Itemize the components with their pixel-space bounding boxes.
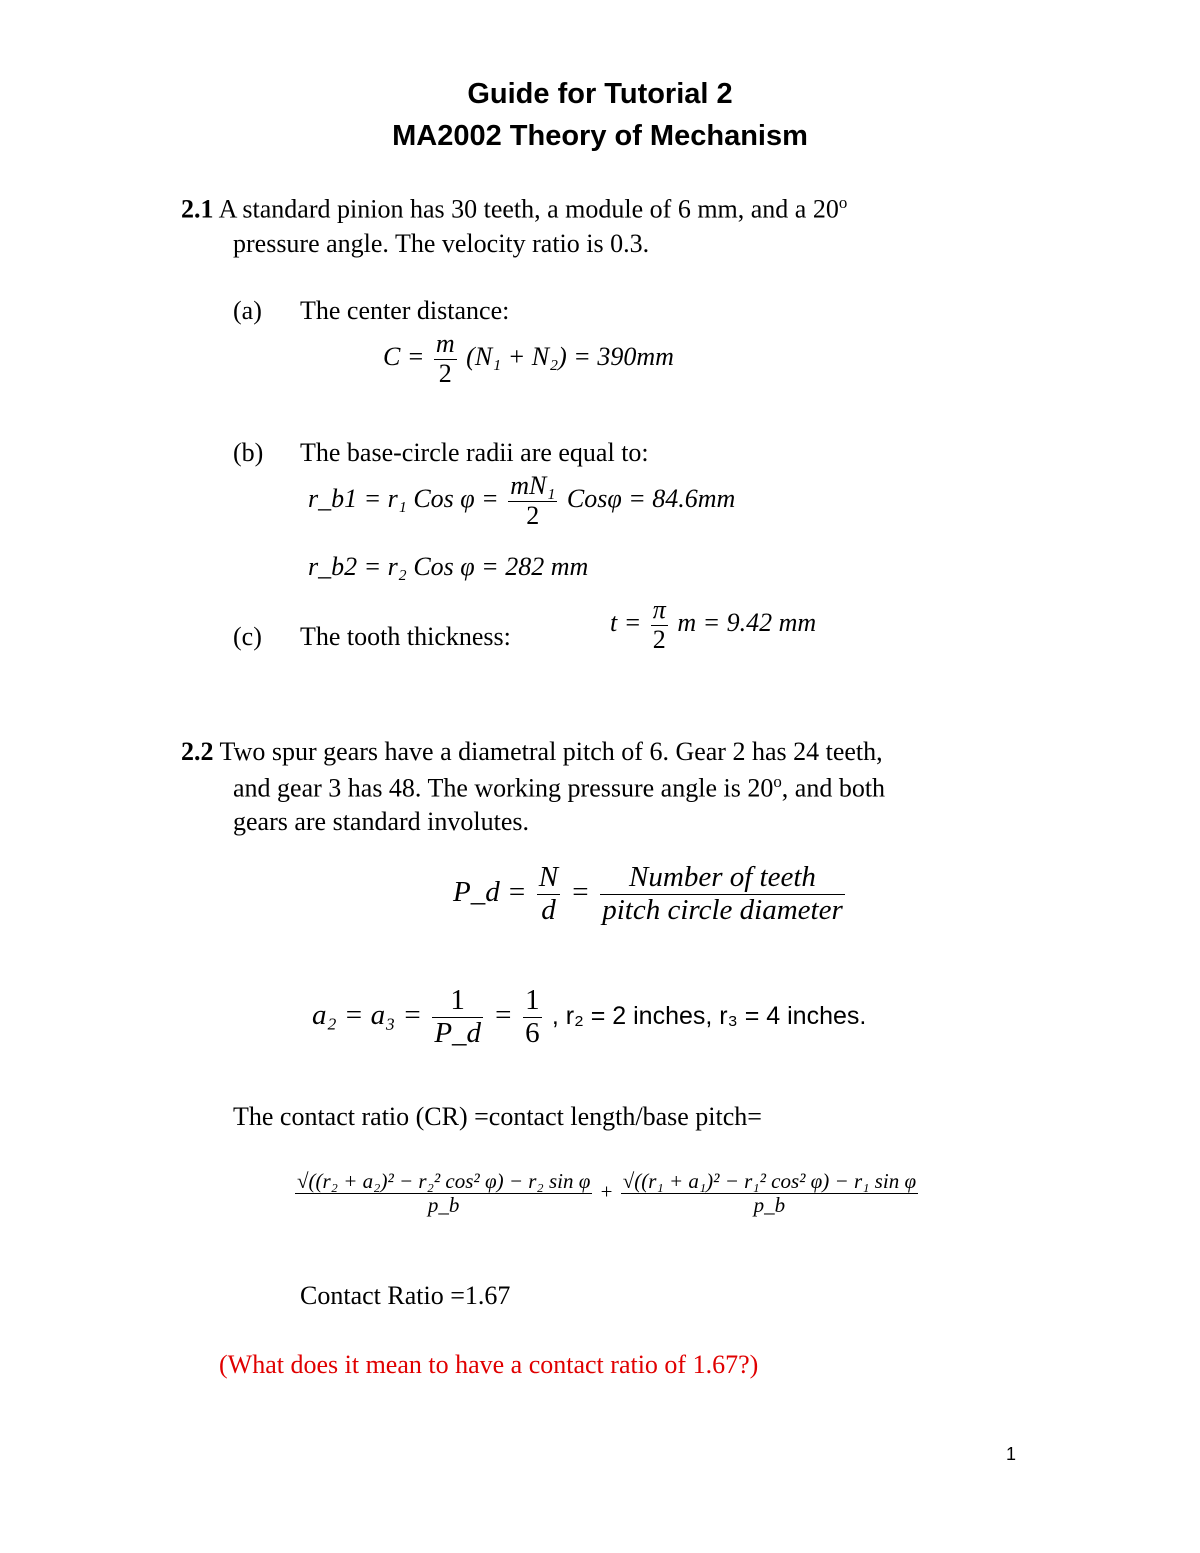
formula-rhs: (N₁ + N₂) = 390mm [466,342,674,372]
problem-2-2-statement [181,737,883,767]
fraction [537,862,560,927]
reflection-question: (What does it mean to have a contact ratio of 1.67?) [219,1350,759,1379]
contact-ratio-formula [292,1170,921,1217]
formula-rhs: m = 9.42 mm [677,608,817,638]
fraction-numerator: π [652,595,666,624]
part-c-text: The tooth thickness: [300,622,511,651]
fraction-denominator: p_b [753,1193,786,1218]
plus-sign: + [600,1179,613,1204]
fraction-numerator: √((r₂ + a₂)² − r₂² cos² φ) − r₂ sin φ [297,1169,591,1193]
fraction-denominator: 2 [526,500,540,530]
part-b-text: The base-circle radii are equal to: [300,438,649,467]
statement-line: A standard pinion has 30 teeth, a module of 6 mm, and a 20 [218,194,839,224]
part-a-label: (a) [233,296,262,325]
page-number: 1 [1006,1444,1017,1464]
formula-lhs: C = [383,342,425,372]
equals-sign: = [570,876,590,909]
fraction-numerator: 1 [525,984,540,1016]
contact-ratio-definition: The contact ratio (CR) =contact length/base pitch= [233,1102,762,1131]
fraction-denominator: 6 [525,1016,540,1049]
statement-line: Two spur gears have a diametral pitch of 6. Gear 2 has 24 teeth, [219,737,883,766]
problem-2-2-statement-cont-2: gears are standard involutes. [233,807,530,836]
fraction-denominator: 2 [438,358,452,388]
fraction-numerator: N [538,861,559,893]
base-radius-formula-2: r_b2 = r₂ Cos φ = 282 mm [308,552,589,581]
problem-number: 2.2 [181,737,214,766]
fraction [600,862,845,927]
fraction-numerator: mN₁ [510,471,556,500]
fraction [295,1170,592,1217]
formula-rhs: Cosφ = 84.6mm [566,484,736,514]
fraction-numerator: √((r₁ + a₁)² − r₁² cos² φ) − r₁ sin φ [622,1169,917,1193]
fraction-numerator: Number of teeth [600,862,845,895]
fraction [432,985,483,1050]
formula-lhs: t = [610,608,642,638]
formula-lhs: r_b1 = r₁ Cos φ = [308,484,499,514]
title-line-1: Guide for Tutorial 2 [467,78,733,110]
problem-2-1-statement-cont: pressure angle. The velocity ratio is 0.3. [233,229,650,258]
tooth-thickness-formula [610,596,816,654]
fraction [621,1170,918,1217]
problem-number: 2.1 [181,194,214,224]
base-radius-formula-1 [308,472,735,530]
diametral-pitch-formula [453,862,848,927]
statement-line: and gear 3 has 48. The working pressure angle is 20 [233,773,774,803]
fraction [523,985,542,1050]
fraction-denominator: p_b [427,1193,460,1218]
radii-values: , r₂ = 2 inches, r₃ = 4 inches. [551,1002,867,1031]
addendum-formula [312,985,866,1050]
part-a-text: The center distance: [300,296,510,325]
fraction-denominator: 2 [652,624,666,654]
statement-line-tail: , and both [781,773,886,803]
fraction [434,330,457,388]
fraction-denominator: P_d [434,1016,482,1049]
fraction-denominator: pitch circle diameter [602,893,843,926]
problem-2-1-statement [181,193,847,225]
problem-2-2-statement-cont [233,772,885,804]
formula-lhs: P_d = [453,876,527,909]
contact-ratio-result: Contact Ratio =1.67 [300,1281,511,1310]
part-c-label: (c) [233,622,262,651]
center-distance-formula [383,330,674,388]
equals-sign: = [493,999,513,1032]
title-line-2: MA2002 Theory of Mechanism [392,120,808,152]
fraction [651,596,668,654]
formula-lhs: a₂ = a₃ = [312,999,423,1032]
fraction [508,472,557,530]
part-b-label: (b) [233,438,264,467]
degree-mark: o [773,772,782,791]
fraction-numerator: 1 [432,985,483,1018]
degree-mark: o [838,193,848,212]
fraction-denominator: d [541,893,556,926]
fraction-numerator: m [435,329,455,358]
